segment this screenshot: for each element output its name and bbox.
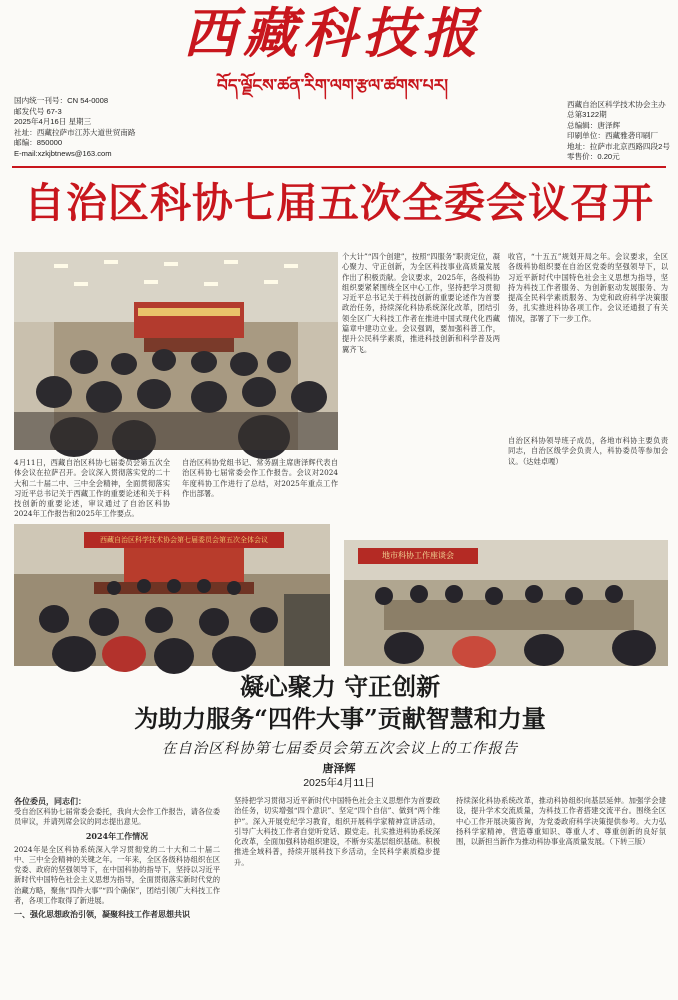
- price: 零售价：0.20元: [567, 152, 620, 162]
- report-greeting: 各位委员，同志们：: [14, 796, 86, 806]
- article1-col-far-right-bottom: 自治区科协领导班子成员，各地市科协主要负责同志，自治区级学会负责人，科协委员等参加会议。（达娃卓嘎）: [508, 436, 668, 466]
- mail-code: 邮发代号 67-3: [14, 106, 62, 116]
- header-rule: [12, 166, 666, 168]
- plenary-session-photo: [14, 524, 330, 666]
- article1-col-left: 4月11日，西藏自治区科协七届委员会第五次全体会议在拉萨召开。会议深入贯彻落实党的二十大和二十届二中、三中全会精神，全面贯彻落实习近平总书记关于西藏工作的重要论述和关于科技创新的重要论述，审议通过了自治区科协2024年工作报告和2025年工作要点。: [14, 458, 170, 519]
- report-author: 唐泽辉: [322, 762, 356, 775]
- report-title-line1: 凝心聚力 守正创新: [239, 672, 441, 701]
- report-section1-title: 2024年工作情况: [85, 830, 149, 841]
- article1-col-far-right: 收官，“十五五”规划开局之年。会议要求，全区各级科协组织要在自治区党委的坚强领导下，以习近平新时代中国特色社会主义思想为指导，坚持为科技工作者服务、为创新驱动发展服务、为提高全民科学素质服务、为党和政府科学决策服务，扎实推进科协各项工作。会议还通报了有关情况，部署了下一步工作。: [508, 252, 668, 323]
- report-para2: 2024年是全区科协系统深入学习贯彻党的二十大和二十届二中、三中全会精神的关键之年。一年来，全区各级科协组织在区党委、政府的坚强领导下，在中国科协的指导下，坚持以习近平新时代中国特色社会主义思想为指导，全面贯彻落实新时代党的治藏方略，聚焦“四件大事”“四个确保”，团结引领广大科技工作者，各项工作取得了新进展。: [14, 844, 220, 906]
- printer: 印刷单位：西藏雅砻印刷厂: [567, 131, 659, 141]
- report-section2-title: 一、强化思想政治引领，凝聚科技工作者思想共识: [14, 909, 190, 920]
- sponsor: 西藏自治区科学技术协会主办: [567, 100, 666, 109]
- article1-col-mid: 自治区科协党组书记、常务副主席唐泽辉代表自治区科协七届常委会作工作报告。会议对2024年度科协工作进行了总结，对2025年重点工作作出部署。: [182, 458, 338, 498]
- masthead-logo: 西藏科技报: [183, 1, 483, 65]
- report-col-mid: 坚持把学习贯彻习近平新时代中国特色社会主义思想作为首要政治任务，切实增强“四个意识”、坚定“四个自信”、做到“两个维护”。深入开展党纪学习教育，组织开展科学家精神宣讲活动，引导广大科技工作者自觉听党话、跟党走。扎实推进科协系统深化改革，全面加强科协组织建设，不断夯实基层组织基础。积极推进全域科普，持续开展科技下乡活动，全民科学素质稳步提升。: [234, 796, 440, 867]
- office-address: 社址：西藏拉萨市江苏大道世贸南路: [14, 127, 136, 137]
- report-subtitle: 在自治区科协第七届委员会第五次会议上的工作报告: [161, 741, 519, 757]
- workshop-photo: [344, 540, 668, 666]
- issue-number: 总第3122期: [567, 110, 607, 120]
- main-headline: 自治区科协七届五次全委会议召开: [24, 179, 654, 227]
- publication-info-left: [14, 96, 164, 160]
- report-date: 2025年4月11日: [303, 777, 375, 789]
- postcode: 邮编：850000: [14, 138, 63, 148]
- report-title-line2: 为助力服务“四件大事”贡献智慧和力量: [134, 704, 546, 733]
- email: E-mail:xzkjbtnews@163.com: [14, 148, 112, 158]
- report-col-left: [14, 796, 220, 996]
- issn-cn: 国内统一刊号：CN 54-0008: [14, 96, 109, 105]
- meeting-hall-photo: [14, 252, 338, 450]
- report-para1: 受自治区科协七届常委会委托，我向大会作工作报告，请各位委员审议，并请列席会议的同志提出意见。: [14, 807, 220, 827]
- chief-editor: 总编辑：唐泽辉: [567, 120, 621, 130]
- printer-address: 地址：拉萨市北京西路四段2号: [567, 141, 670, 151]
- issue-date: 2025年4月16日 星期三: [14, 117, 92, 127]
- publication-info-right: [567, 100, 675, 162]
- masthead-tibetan: བོད་ལྗོངས་ཚན་རིག་ལག་རྩལ་ཚགས་པར།: [216, 76, 449, 96]
- report-col-right: 持续深化科协系统改革，推动科协组织向基层延伸。加强学会建设，提升学术交流质量，为科技工作者搭建交流平台。围绕全区中心工作开展决策咨询，为党委政府科学决策提供参考。大力弘扬科学家精神，营造尊重知识、尊重人才、尊重创新的良好氛围，以新担当新作为推动科协事业高质量发展。（下转三版）: [456, 796, 666, 847]
- plenary-banner: 西藏自治区科学技术协会第七届委员会第五次全体会议: [100, 536, 268, 544]
- workshop-banner: 地市科协工作座谈会: [382, 551, 454, 560]
- article1-col-right: 个大计”“四个创建”，按照“四服务”职责定位，凝心聚力、守正创新，为全区科技事业高质量发展作出了积极贡献。会议要求，2025年，各级科协组织要紧紧围绕全区中心工作，坚持把学习贯彻习近平总书记关于科技创新的重要论述作为首要政治任务，持续深化科协系统深化改革，团结引领全区广大科技工作者在推进中国式现代化西藏篇章中建功立业。会议强调，要加强科普工作，提升公民科学素质，推进科技创新和科学普及两翼齐飞。: [342, 252, 500, 354]
